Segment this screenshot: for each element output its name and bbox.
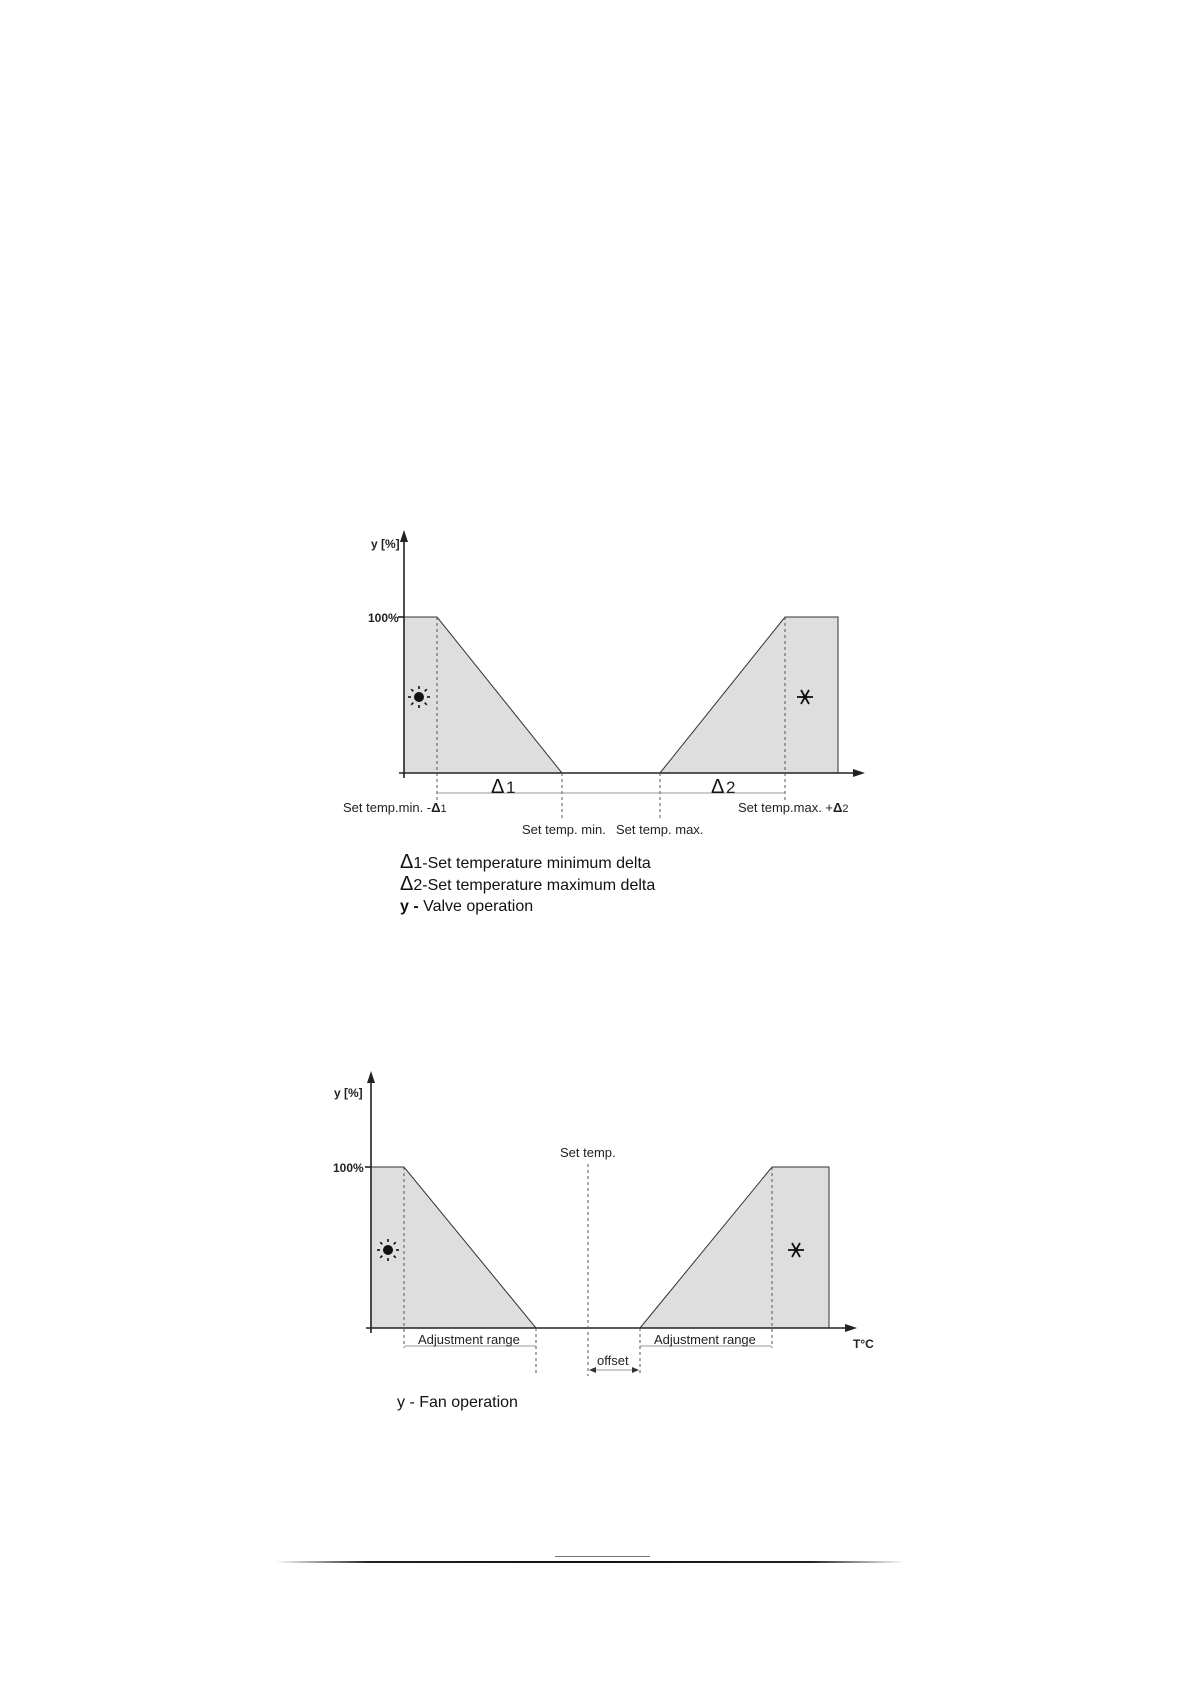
label-set-min: Set temp. min.: [522, 822, 606, 837]
x-axis-arrow: [853, 769, 865, 777]
fan-diagram: [0, 1060, 1192, 1560]
delta2-symbol: Δ: [711, 776, 725, 798]
label-set-min-minus-delta: Set temp.min. -Δ1: [343, 800, 447, 815]
y-axis-label: y [%]: [371, 537, 400, 551]
legend-delta2: Δ2-Set temperature maximum delta: [400, 873, 656, 895]
x-axis-arrow: [845, 1324, 857, 1332]
heating-region: [404, 617, 562, 773]
y-max-label: 100%: [368, 611, 399, 625]
delta2-label: 2: [726, 778, 736, 797]
label-set-max: Set temp. max.: [616, 822, 704, 837]
label-set-max-plus-delta: Set temp.max. +Δ2: [738, 800, 849, 815]
y-axis-arrow: [400, 530, 408, 542]
legend-delta1: Δ1-Set temperature minimum delta: [400, 851, 651, 873]
footer-rule-thin: [555, 1556, 650, 1557]
legend-y: y - Fan operation: [397, 1394, 518, 1411]
offset-label: offset: [597, 1353, 629, 1368]
valve-legend: [400, 852, 655, 917]
heating-region: [371, 1167, 536, 1328]
y-max-label: 100%: [333, 1161, 364, 1175]
adjustment-range-left-label: Adjustment range: [418, 1332, 520, 1347]
y-axis-arrow: [367, 1071, 375, 1083]
y-axis-label: y [%]: [334, 1086, 363, 1100]
fan-legend: [397, 1392, 518, 1413]
delta1-symbol: Δ: [491, 776, 505, 798]
cooling-region: [640, 1167, 829, 1328]
legend-y: y - Valve operation: [400, 898, 534, 915]
x-axis-label: T°C: [853, 1337, 874, 1351]
set-temp-label: Set temp.: [560, 1145, 616, 1160]
cooling-region: [660, 617, 838, 773]
delta1-label: 1: [506, 778, 516, 797]
adjustment-range-right-label: Adjustment range: [654, 1332, 756, 1347]
footer-rule: [275, 1561, 905, 1563]
